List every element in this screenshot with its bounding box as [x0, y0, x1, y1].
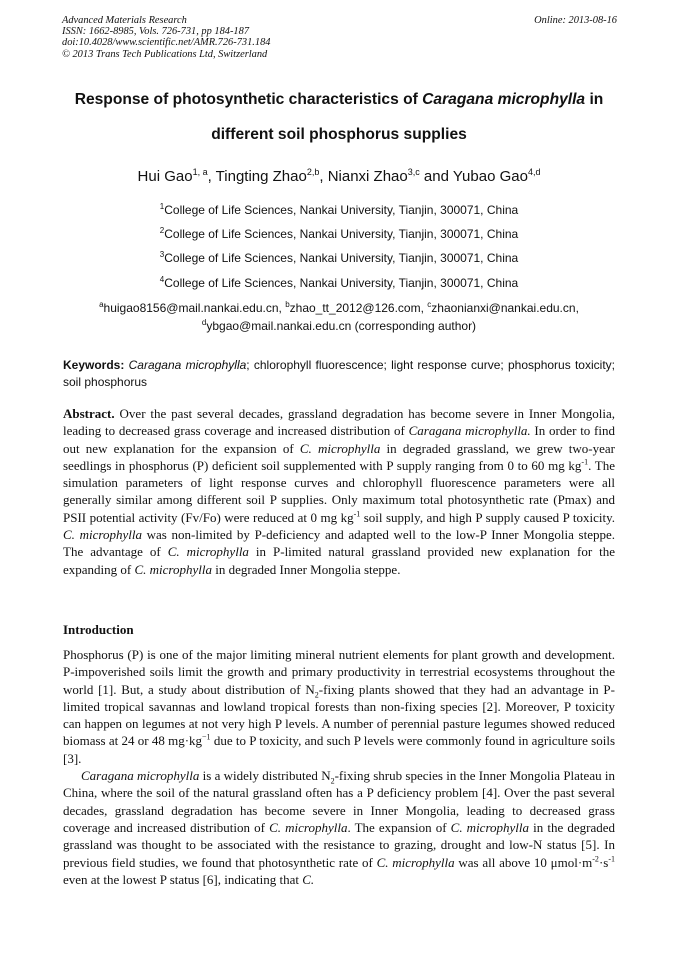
- affiliation-text: College of Life Sciences, Nankai University, Tianjin, 300071, China: [164, 227, 519, 241]
- abstract-text: . The simulation parameters of light response curves and chlorophyll fluorescence parameters were all generally similar among different soil P supplies. Only maximum total photosynthetic rate (Pmax) and PSII potential activity (Fv/Fo) were reduced at 0 mg kg: [63, 457, 615, 525]
- affiliation-number: 4: [159, 275, 165, 284]
- abstract-species: Caragana microphylla.: [408, 423, 531, 439]
- paragraph-text: -fixing shrub species in the Inner Mongolia Plateau in China, where the soil of the natural grassland often has a P deficiency problem [4]. Over the past several decades, grassland degradation has become severe in Inner Mongolia, leading to decreased grass coverage and increased distribution of: [63, 768, 615, 835]
- abstract-species: C. microphylla: [299, 440, 381, 456]
- keywords-label: Keywords:: [63, 358, 125, 372]
- introduction-body: [63, 646, 615, 888]
- title-species: Caragana microphylla: [422, 91, 586, 108]
- author-name: Nianxi Zhao: [327, 168, 408, 185]
- title-text-end: in: [585, 91, 604, 108]
- paragraph-text: in the degraded grassland was thought to be associated with the resistance to grazing, drought and low-N status [5]. In previous field studies, we found that photosynthetic rate of: [63, 819, 615, 870]
- superscript: −1: [202, 733, 211, 743]
- author-separator: ,: [319, 168, 328, 185]
- author-list: [0, 168, 678, 185]
- affiliation: [0, 251, 678, 265]
- superscript: -2: [592, 854, 599, 864]
- affiliation: [0, 227, 678, 241]
- abstract-text: was non-limited by P-deficiency and adapted well to the low-P Inner Mongolia steppe. The advantage of: [63, 527, 616, 560]
- abstract-species: C. microphylla: [134, 561, 212, 577]
- doi: doi:10.4028/www.scientific.net/AMR.726-731.184: [62, 37, 271, 49]
- online-date: Online: 2013-08-16: [534, 15, 617, 26]
- author-separator: ,: [207, 168, 216, 185]
- author-name: Hui Gao: [137, 168, 193, 185]
- abstract-text: in P-limited natural grassland provided new explanation for the expanding of: [63, 544, 616, 577]
- affiliation: [0, 203, 678, 217]
- section-heading-introduction: Introduction: [63, 622, 134, 637]
- paper-title-line-2: different soil phosphorus supplies: [211, 126, 467, 143]
- keywords-rest: ; chlorophyll fluorescence; light response curve; phosphorus toxicity; soil phosphorus: [63, 358, 615, 389]
- affiliation: [0, 276, 678, 290]
- email-a[interactable]: huigao8156@mail.nankai.edu.cn: [103, 301, 279, 315]
- journal-header: [62, 15, 617, 60]
- paragraph-text: -fixing plants showed that they had an advantage in P-limited tropical savannas and lowland tropical forests than non-fixing species [2]. Moreover, P toxicity can happen on legumes at not very high P levels. A number of perennial pasture legumes showed reduced biomass at 24 or 48 mg·kg: [63, 681, 615, 749]
- affiliation-number: 3: [159, 250, 165, 259]
- paragraph-text: ·s: [598, 854, 609, 870]
- paragraph-text: due to P toxicity, and such P levels were commonly found in agriculture soils [3].: [63, 733, 616, 766]
- author-name: Yubao Gao: [452, 168, 528, 185]
- species-name: C. microphylla: [269, 819, 348, 835]
- paragraph-text: was all above 10 μmol·m: [454, 854, 593, 870]
- species-name: C. microphylla: [450, 819, 530, 835]
- species-name: C.: [302, 871, 315, 887]
- abstract-text: In order to find out new explanation for the expansion of: [63, 423, 615, 456]
- paper-title-line-1: [0, 91, 678, 109]
- email-list: $^a$huigao8156@mail.nankai.edu.cn, $^b$zhao_tt_2012@126.com, $^c$zhaonianxi@nankai.edu.cn, $^d$ybgao@mail.nankai.edu.cn (corresponding author): [99, 300, 579, 333]
- author-affiliation-mark: 4,d: [527, 167, 541, 177]
- title-text: Response of photosynthetic characteristics of: [74, 91, 423, 108]
- corresponding-note: (corresponding author): [354, 318, 477, 333]
- keyword-species: Caragana microphylla: [128, 358, 247, 372]
- author-name: Tingting Zhao: [215, 168, 307, 185]
- paragraph: [63, 767, 615, 888]
- species-name: C. microphylla: [376, 854, 455, 870]
- paragraph-text: . The expansion of: [347, 819, 451, 835]
- superscript: -1: [608, 854, 615, 864]
- email-d[interactable]: ybgao@mail.nankai.edu.cn: [206, 318, 352, 333]
- copyright: © 2013 Trans Tech Publications Ltd, Switzerland: [62, 48, 268, 60]
- author-affiliation-mark: 1, a: [192, 167, 208, 177]
- email-c[interactable]: zhaonianxi@nankai.edu.cn: [431, 301, 576, 315]
- paragraph: [63, 646, 615, 767]
- paragraph-text: even at the lowest P status [6], indicating that: [63, 871, 303, 887]
- affiliation-text: College of Life Sciences, Nankai University, Tianjin, 300071, China: [164, 276, 519, 290]
- abstract-text: Over the past several decades, grassland degradation has become severe in Inner Mongolia, leading to decreased grass coverage and increased distribution of: [63, 406, 615, 439]
- subscript: 2: [330, 776, 335, 786]
- paragraph-text: is a widely distributed N: [199, 768, 331, 784]
- species-name: Caragana microphylla: [81, 768, 200, 784]
- issn: ISSN: 1662-8985, Vols. 726-731, pp 184-187: [62, 26, 250, 38]
- abstract: [63, 405, 615, 578]
- abstract-species: C. microphylla: [167, 544, 249, 560]
- affiliation-text: College of Life Sciences, Nankai University, Tianjin, 300071, China: [164, 251, 519, 265]
- paragraph-text: Phosphorus (P) is one of the major limiting mineral nutrient elements for plant growth and development. P-impoverished soils limit the growth and primary productivity in terrestrial ecosystems throughout the world [1]. But, a study about distribution of N: [63, 647, 615, 697]
- author-separator: and: [419, 168, 453, 185]
- abstract-text: in degraded grassland, we grew two-year seedlings in phosphorus (P) deficient soil supplemented with P supply ranging from 0 to 60 mg kg: [63, 440, 615, 473]
- email-b[interactable]: zhao_tt_2012@126.com: [289, 301, 421, 315]
- author-affiliation-mark: 2,b: [306, 167, 320, 177]
- abstract-superscript: -1: [353, 509, 361, 519]
- affiliation-number: 2: [159, 226, 165, 235]
- affiliation-number: 1: [159, 202, 165, 211]
- author-affiliation-mark: 3,c: [407, 167, 420, 177]
- abstract-text: soil supply, and high P supply caused P toxicity.: [360, 509, 616, 525]
- abstract-text: in degraded Inner Mongolia steppe.: [212, 561, 401, 577]
- journal-name: Advanced Materials Research: [62, 15, 187, 26]
- affiliation-text: College of Life Sciences, Nankai University, Tianjin, 300071, China: [164, 203, 519, 217]
- abstract-species: C. microphylla: [63, 527, 142, 543]
- subscript: 2: [314, 690, 319, 700]
- abstract-superscript: -1: [581, 457, 589, 467]
- abstract-label: Abstract.: [63, 406, 115, 421]
- keywords: [63, 357, 615, 391]
